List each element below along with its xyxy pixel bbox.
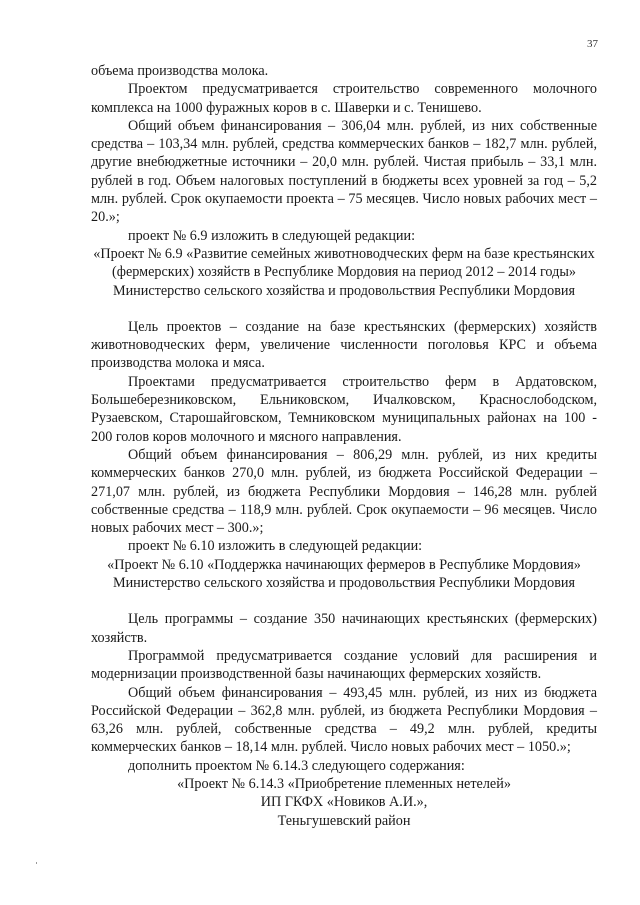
paragraph-program-description: Программой предусматривается создание условий для расширения и модернизации производственной базы начинающих фермерских хозяйств.: [91, 647, 597, 683]
paragraph-financing: Общий объем финансирования – 493,45 млн. рублей, из них из бюджета Российской Федерации – 362,8 млн. рублей, из бюджета Республики Мордовия – 63,26 млн. рублей, собственные средства – 49,2 млн. рублей, кредиты коммерческих банков – 18,14 млн. рублей. Число новых рабочих мест – 1050.»;: [91, 684, 597, 756]
paragraph-instruction: проект № 6.9 изложить в следующей редакции:: [128, 227, 416, 244]
paragraph-financing: Общий объем финансирования – 806,29 млн. рублей, из них кредиты коммерческих банков 270,0 млн. рублей, из бюджета Российской Федерации – 271,07 млн. рублей, из бюджета Республики Мордовия – 146,28 млн. рублей собственные средства – 118,9 млн. рублей. Срок окупаемости – 96 месяцев. Число новых рабочих мест – 300.»;: [91, 446, 597, 537]
page-number: 37: [587, 38, 598, 50]
document-body: [91, 62, 597, 830]
ministry-name: Министерство сельского хозяйства и продовольствия Республики Мордовия: [112, 575, 576, 592]
scan-mark: [36, 862, 37, 864]
ministry-name: Министерство сельского хозяйства и продовольствия Республики Мордовия: [112, 282, 576, 299]
paragraph-instruction: дополнить проектом № 6.14.3 следующего содержания:: [128, 757, 465, 774]
paragraph-financing: Общий объем финансирования – 306,04 млн. рублей, из них собственные средства – 103,34 млн. рублей, средства коммерческих банков – 182,7 млн. рублей, другие внебюджетные источники – 20,0 млн. рублей. Чистая прибыль – 33,1 млн. рублей в год. Объем налоговых поступлений в бюджеты всех уровней за год – 5,2 млн. рублей. Срок окупаемости проекта – 75 месяцев. Число новых рабочих мест – 20.»;: [91, 117, 597, 226]
paragraph-project-description: Проектом предусматривается строительство современного молочного комплекса на 1000 фуражных коров в с. Шаверки и с. Тенишево.: [91, 81, 597, 116]
project-title: «Проект № 6.14.3 «Приобретение племенных нетелей»: [177, 775, 511, 792]
enterprise-name: ИП ГКФХ «Новиков А.И.»,: [260, 794, 428, 811]
paragraph-goal: Цель программы – создание 350 начинающих крестьянских (фермерских) хозяйств.: [91, 611, 597, 646]
district-name: Теньгушевский район: [277, 812, 411, 829]
project-title: «Проект № 6.10 «Поддержка начинающих фермеров в Республике Мордовия»: [107, 556, 581, 573]
paragraph-goal: Цель проектов – создание на базе крестьянских (фермерских) хозяйств животноводческих ферм, увеличение численности поголовья КРС и объема производства молока и мяса.: [91, 318, 597, 372]
paragraph-instruction: проект № 6.10 изложить в следующей редакции:: [128, 538, 423, 555]
project-title: «Проект № 6.9 «Развитие семейных животноводческих ферм на базе крестьянских (фермерских) хозяйств в Республике Мордовия на период 2012 – 2014 годы»: [93, 245, 595, 281]
paragraph-continuation: объема производства молока.: [91, 63, 269, 79]
paragraph-construction: Проектами предусматривается строительство ферм в Ардатовском, Большеберезниковском, Ельниковском, Ичалковском, Краснослободском, Рузаевском, Старошайговском, Темниковском муниципальных районах на 100 - 200 голов коров молочного и мясного направления.: [91, 373, 597, 445]
